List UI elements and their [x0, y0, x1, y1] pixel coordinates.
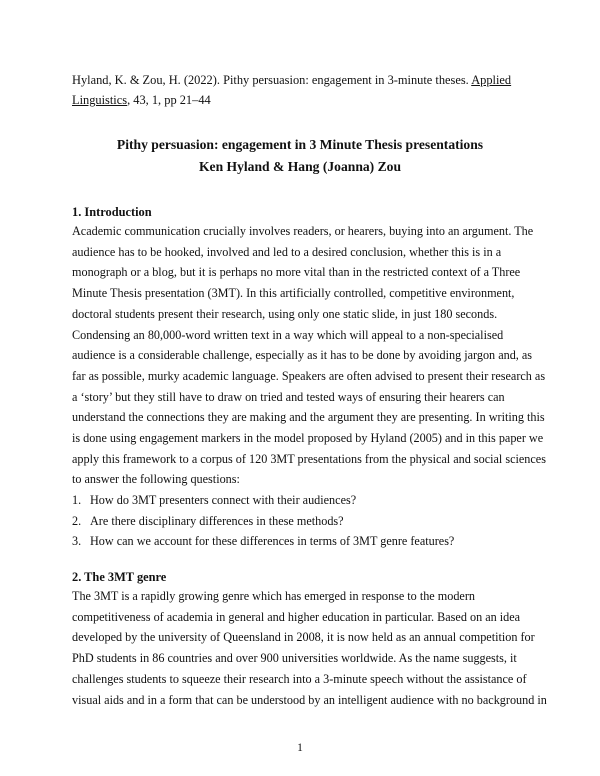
text-line: Academic communication crucially involves readers, or hearers, buying into an argument. The: [72, 224, 534, 238]
paper-title: Pithy persuasion: engagement in 3 Minute Thesis presentations: [116, 137, 484, 152]
text-line: is done using engagement markers in the model proposed by Hyland (2005) and in this paper we: [72, 431, 544, 446]
text-line: challenges students to squeeze their research into a 3-minute speech without the assistance of: [72, 671, 527, 686]
paper-authors: Ken Hyland & Hang (Joanna) Zou: [198, 159, 402, 174]
text-line: The 3MT is a rapidly growing genre which has emerged in response to the modern: [72, 589, 475, 603]
text-line: far as possible, murky academic language. Speakers are often advised to present their research as: [72, 368, 546, 383]
text-line: PhD students in 86 countries and over 900 universities worldwide. As the name suggests, it: [72, 651, 517, 666]
citation-authors-title: Hyland, K. & Zou, H. (2022). Pithy persuasion: engagement in 3-minute theses.: [72, 73, 472, 87]
citation: [72, 70, 532, 110]
text-line: Condensing an 80,000-word written text in a way which will appeal to a non-specialised: [72, 327, 504, 342]
list-item-text: How can we account for these differences in terms of 3MT genre features?: [90, 534, 455, 549]
text-line: to answer the following questions:: [72, 472, 240, 487]
text-line: visual aids and in a form that can be understood by an intelligent audience with no background in: [72, 692, 547, 707]
genre-paragraph: [72, 586, 547, 710]
text-line: developed by the university of Queensland in 2008, it is now held as an annual competition for: [72, 630, 535, 645]
intro-paragraph: [72, 221, 546, 490]
text-line: monograph or a blog, but it is perhaps no more vital than in the restricted context of a Three: [72, 265, 521, 280]
citation-volume-pages: , 43, 1, pp 21–44: [127, 93, 211, 107]
text-line: audience is a considerable challenge, especially as it has to be done by avoiding jargon and, as: [72, 348, 533, 363]
text-line: competitiveness of academia in general and higher education in particular. Based on an idea: [72, 609, 521, 624]
list-item: [72, 511, 532, 532]
citation-journal-link-cont[interactable]: Linguistics: [72, 93, 128, 107]
research-questions-list: [72, 490, 532, 552]
section-heading-introduction: 1. Introduction: [72, 205, 152, 219]
text-line: apply this framework to a corpus of 120 3MT presentations from the physical and social sciences: [72, 451, 546, 466]
text-line: Minute Thesis presentation (3MT). In this artificially controlled, competitive environment,: [72, 286, 515, 301]
list-item-number: 2.: [72, 513, 82, 528]
text-line: a ‘story’ but they still have to draw on tried and tested ways of ensuring their hearers can: [72, 389, 505, 404]
text-line: audience has to be hooked, involved and led to a desired conclusion, whether this is in a: [72, 244, 502, 259]
title-block: [40, 134, 560, 178]
list-item-number: 1.: [72, 493, 82, 507]
citation-journal-link[interactable]: Applied: [471, 73, 512, 87]
list-item-number: 3.: [72, 534, 82, 549]
list-item-text: How do 3MT presenters connect with their audiences?: [90, 493, 357, 507]
text-line: doctoral students present their research, using only one static slide, in just 180 seconds.: [72, 306, 498, 321]
section-heading-3mt-genre: 2. The 3MT genre: [72, 570, 167, 584]
list-item-text: Are there disciplinary differences in these methods?: [90, 513, 344, 528]
list-item: [72, 490, 532, 511]
page-number: 1: [297, 742, 303, 754]
text-line: understand the connections they are making and the argument they are presenting. In writing this: [72, 410, 545, 425]
list-item: [72, 531, 532, 552]
